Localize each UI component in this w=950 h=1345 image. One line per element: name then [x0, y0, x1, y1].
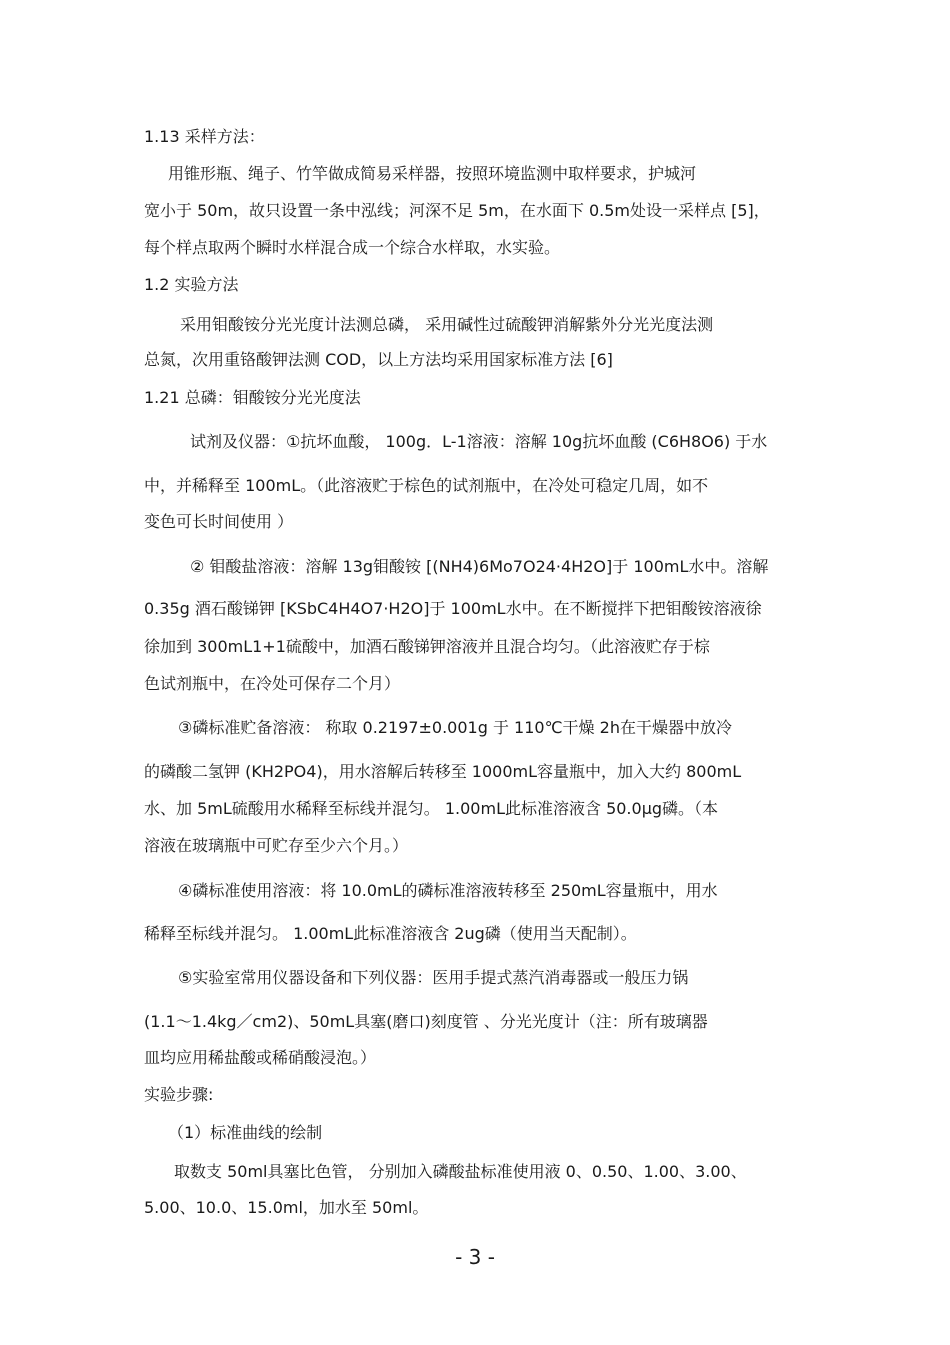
paragraph-line: 试剂及仪器：①抗坏血酸， 100g．L-1溶液：溶解 10g抗坏血酸 (C6H8O6) 于水: [190, 432, 768, 451]
paragraph-line: 稀释至标线并混匀。 1.00mL此标准溶液含 2ug磷（使用当天配制）。: [144, 924, 637, 943]
paragraph-line: ③磷标准贮备溶液： 称取 0.2197±0.001g 于 110℃干燥 2h在干燥器中放冷: [178, 718, 732, 737]
section-heading-1-13: 1.13 采样方法：: [144, 127, 265, 146]
paragraph-line: 溶液在玻璃瓶中可贮存至少六个月。）: [144, 836, 409, 855]
paragraph-line: ② 钼酸盐溶液：溶解 13g钼酸铵 [(NH4)6Mo7O24·4H2O]于 100mL水中。溶解: [190, 557, 769, 576]
section-heading-1-21: 1.21 总磷：钼酸铵分光光度法: [144, 388, 361, 407]
paragraph-line: 水、加 5mL硫酸用水稀释至标线并混匀。 1.00mL此标准溶液含 50.0μg磷。（本: [144, 799, 719, 818]
paragraph-line: 取数支 50ml具塞比色管， 分别加入磷酸盐标准使用液 0、0.50、1.00、3.00、: [174, 1162, 747, 1181]
paragraph-line: 变色可长时间使用 ）: [144, 512, 294, 531]
subheading-standard-curve: （1）标准曲线的绘制: [168, 1123, 323, 1142]
subheading-experiment-steps: 实验步骤:: [144, 1085, 214, 1104]
page-number: - 3 -: [455, 1245, 495, 1269]
paragraph-line: 中，并稀释至 100mL。（此溶液贮于棕色的试剂瓶中，在冷处可稳定几周，如不: [144, 476, 709, 495]
paragraph-line: 宽小于 50m，故只设置一条中泓线；河深不足 5m，在水面下 0.5m处设一采样点 [5]，: [144, 201, 770, 220]
paragraph-line: 每个样点取两个瞬时水样混合成一个综合水样取，水实验。: [144, 238, 561, 257]
paragraph-line: 色试剂瓶中，在冷处可保存二个月）: [144, 674, 401, 693]
paragraph-line: 采用钼酸铵分光光度计法测总磷， 采用碱性过硫酸钾消解紫外分光光度法测: [180, 315, 714, 334]
paragraph-line: ④磷标准使用溶液：将 10.0mL的磷标准溶液转移至 250mL容量瓶中，用水: [178, 881, 718, 900]
paragraph-line: 徐加到 300mL1+1硫酸中，加酒石酸锑钾溶液并且混合均匀。（此溶液贮存于棕: [144, 637, 710, 656]
section-heading-1-2: 1.2 实验方法: [144, 275, 239, 294]
paragraph-line: 5.00、10.0、15.0ml，加水至 50ml。: [144, 1198, 429, 1217]
paragraph-line: 总氮，次用重铬酸钾法测 COD，以上方法均采用国家标准方法 [6]: [144, 350, 613, 369]
paragraph-line: (1.1～1.4kg／cm2)、50mL具塞(磨口)刻度管 、分光光度计（注：所有玻璃器: [144, 1012, 708, 1031]
paragraph-line: 皿均应用稀盐酸或稀硝酸浸泡。）: [144, 1048, 377, 1067]
paragraph-line: 用锥形瓶、绳子、竹竿做成简易采样器，按照环境监测中取样要求，护城河: [168, 164, 697, 183]
paragraph-line: ⑤实验室常用仪器设备和下列仪器：医用手提式蒸汽消毒器或一般压力锅: [178, 968, 689, 987]
paragraph-line: 0.35g 酒石酸锑钾 [KSbC4H4O7·H2O]于 100mL水中。在不断搅拌下把钼酸铵溶液徐: [144, 599, 762, 618]
paragraph-line: 的磷酸二氢钾 (KH2PO4)，用水溶解后转移至 1000mL容量瓶中，加入大约 800mL: [144, 762, 742, 781]
